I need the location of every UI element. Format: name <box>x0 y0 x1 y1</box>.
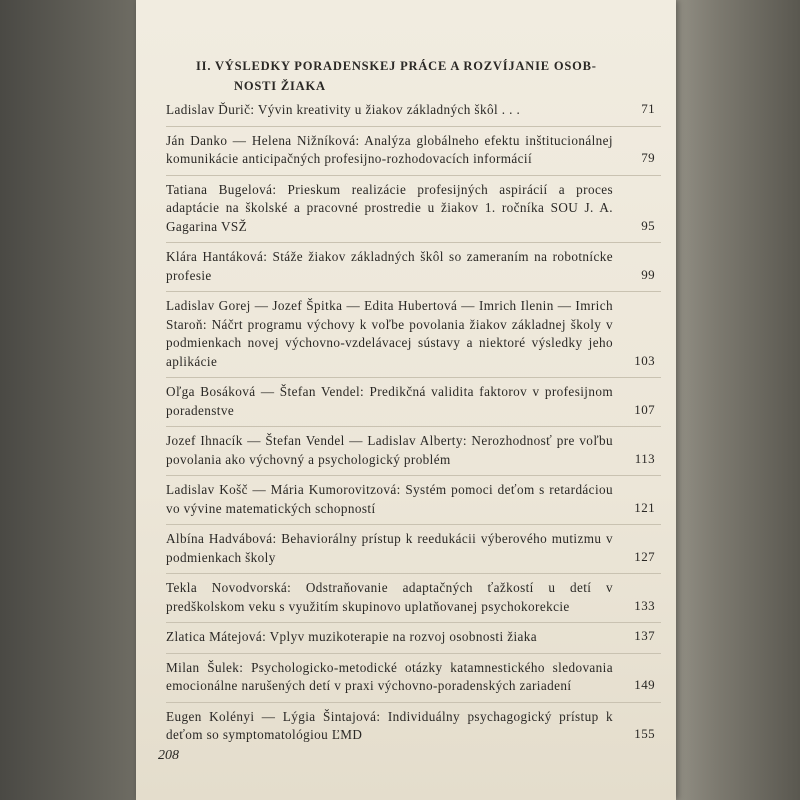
toc-entry <box>166 127 661 176</box>
toc-entry <box>166 176 661 244</box>
toc-entry-page: 79 <box>641 150 655 165</box>
toc-entry-page: 121 <box>634 499 655 515</box>
toc-entry <box>166 427 661 476</box>
toc-entry-text: Ladislav Gorej — Jozef Špitka — Edita Hubertová — Imrich Ilenin — Imrich Staroň: Náčrt programu výchovy k voľbe povolania žiakov základnej školy v podmienkach novej výchovno-vzdelávacej sústavy a niektoré výsledky jeho aplikácie <box>166 298 613 369</box>
toc-entry-text: Oľga Bosáková — Štefan Vendel: Predikčná validita faktorov v profesijnom poradenstve <box>166 384 613 418</box>
toc-entry-page: 155 <box>634 726 655 741</box>
toc-entry-text: Ján Danko — Helena Nižníková: Analýza globálneho efektu inštitucionálnej komunikácie anticipačných profesijno-rozhodovacích informácií <box>166 132 613 166</box>
toc-entry-page: 113 <box>634 450 655 466</box>
section-heading <box>196 56 636 96</box>
toc-entry-text: Jozef Ihnacík — Štefan Vendel — Ladislav Alberty: Nerozhodnosť pre voľbu povolania ako výchovný a psychologický problém <box>166 433 613 467</box>
toc-entry-text: Tekla Novodvorská: Odstraňovanie adaptačných ťažkostí u detí v predškolskom veku s využitím skupinovo uplatňovanej psychokorekcie <box>166 580 613 614</box>
toc-entry-page: 95 <box>641 217 655 233</box>
background-left <box>0 0 140 800</box>
toc-entry <box>166 96 661 127</box>
toc-entry-page: 71 <box>641 101 655 116</box>
toc-entry-page: 127 <box>634 548 655 564</box>
toc-entry <box>166 574 661 623</box>
toc-entry <box>166 703 661 751</box>
toc-entry-text: Ladislav Ďurič: Vývin kreativity u žiakov základných škôl . . . <box>166 102 521 117</box>
toc-entry <box>166 654 661 703</box>
toc-entry-text: Klára Hantáková: Stáže žiakov základných škôl so zameraním na robotnícke profesie <box>166 249 613 283</box>
toc-entry-text: Albína Hadvábová: Behaviorálny prístup k reedukácii výberového mutizmu v podmienkach školy <box>166 531 613 565</box>
toc-entry-page: 133 <box>634 597 655 613</box>
toc-entries <box>166 96 661 751</box>
section-heading-line1: II. VÝSLEDKY PORADENSKEJ PRÁCE A ROZVÍJANIE OSOB- <box>196 59 597 73</box>
toc-entry-page: 149 <box>634 677 655 692</box>
background-right <box>660 0 800 800</box>
toc-entry <box>166 476 661 525</box>
book-page <box>136 0 676 800</box>
toc-entry <box>166 623 661 654</box>
toc-entry-text: Eugen Kolényi — Lýgia Šintajová: Individuálny psychagogický prístup k deťom so symptomatológiou ĽMD <box>166 708 613 742</box>
toc-entry <box>166 378 661 427</box>
toc-entry-page: 99 <box>641 266 655 282</box>
page-number: 208 <box>158 748 179 763</box>
toc-entry <box>166 525 661 574</box>
toc-entry-page: 107 <box>634 401 655 417</box>
toc-entry <box>166 292 661 378</box>
toc-entry-text: Milan Šulek: Psychologicko-metodické otázky katamnestického sledovania emocionálne narušených detí v praxi výchovno-poradenských zariadení <box>166 659 613 693</box>
toc-entry-page: 137 <box>634 628 655 643</box>
toc-entry-text: Tatiana Bugelová: Prieskum realizácie profesijných aspirácií a proces adaptácie na školské a pracovné prostredie u žiakov 1. ročníka SOU J. A. Gagarina VSŽ <box>166 181 613 234</box>
section-heading-line2: NOSTI ŽIAKA <box>234 79 326 93</box>
toc-entry-text: Ladislav Košč — Mária Kumorovitzová: Systém pomoci deťom s retardáciou vo vývine matematických schopností <box>166 482 613 516</box>
toc-entry <box>166 243 661 292</box>
toc-entry-text: Zlatica Mátejová: Vplyv muzikoterapie na rozvoj osobnosti žiaka <box>166 629 538 644</box>
toc-entry-page: 103 <box>634 352 655 368</box>
